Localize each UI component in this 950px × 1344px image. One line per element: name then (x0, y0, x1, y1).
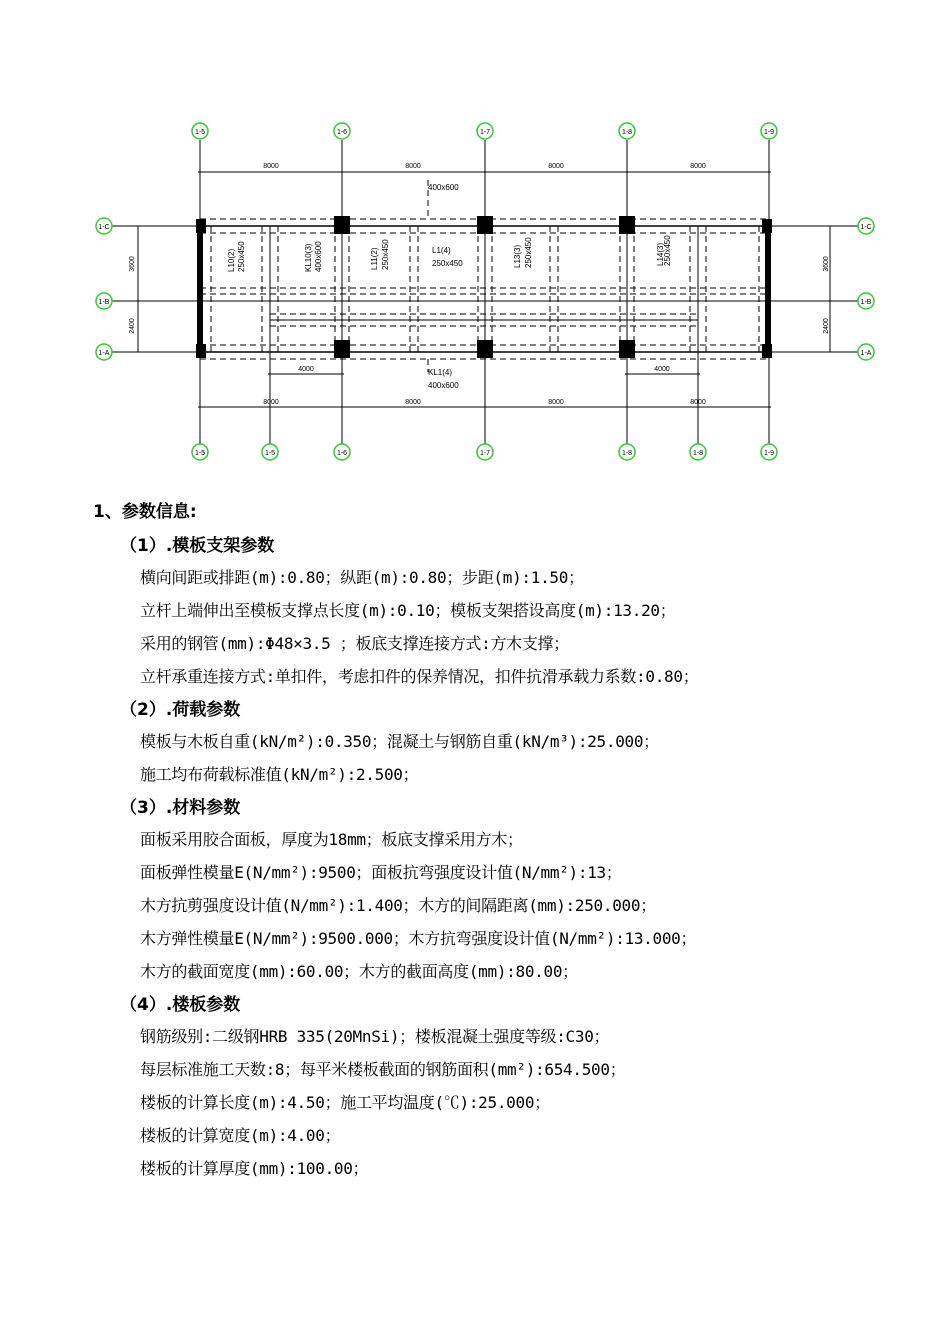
axis-label: 1-5 (194, 129, 206, 136)
subsection-title: （2）.荷载参数 (120, 700, 241, 720)
param-line: 面板采用胶合面板，厚度为18mm；板底支撑采用方木； (140, 830, 523, 849)
beam-label: L11(2) (370, 247, 379, 270)
axis-label: 1-9 (763, 450, 775, 457)
param-line: 木方弹性模量E(N/mm²):9500.000；木方抗弯强度设计值(N/mm²):13.000； (140, 929, 697, 948)
beam-label: 250x450 (237, 241, 246, 272)
axis-label: 1-B (860, 299, 872, 306)
beam-size-label: 400x600 (428, 183, 459, 192)
param-line: 楼板的计算宽度(m):4.00； (140, 1126, 341, 1145)
axis-label: 1-C (98, 224, 110, 231)
axis-label: 1-C (860, 224, 872, 231)
dimension-text: 3600 (129, 256, 136, 272)
axis-label: 1-9 (763, 129, 775, 136)
beam-label: L14(3) (656, 242, 665, 266)
param-line: 立杆承重连接方式:单扣件，考虑扣件的保养情况，扣件抗滑承载力系数:0.80； (140, 667, 699, 686)
dimension-text: 4000 (654, 366, 670, 373)
dimension-text: 2400 (823, 318, 830, 334)
beam-label: 250x450 (524, 237, 533, 268)
param-line: 每层标准施工天数:8；每平米楼板截面的钢筋面积(mm²):654.500； (140, 1060, 626, 1079)
dimension-text: 8000 (405, 163, 421, 170)
param-line: 木方抗剪强度设计值(N/mm²):1.400；木方的间隔距离(mm):250.000； (140, 896, 656, 915)
axis-label: 1-B (98, 299, 110, 306)
subsection-title: （3）.材料参数 (120, 798, 241, 818)
dimension-text: 8000 (405, 399, 421, 406)
subsection-title: （4）.楼板参数 (120, 995, 241, 1015)
param-line: 施工均布荷载标准值(kN/m²):2.500； (140, 765, 419, 784)
beam-label: 250x450 (663, 235, 672, 266)
dimension-text: 8000 (548, 399, 564, 406)
axis-label: 1-A (98, 350, 110, 357)
beam-label: 250x450 (381, 239, 390, 270)
param-line: 横向间距或排距(m):0.80；纵距(m):0.80；步距(m):1.50； (140, 568, 584, 587)
param-line: 面板弹性模量E(N/mm²):9500；面板抗弯强度设计值(N/mm²):13； (140, 863, 622, 882)
param-line: 模板与木板自重(kN/m²):0.350；混凝土与钢筋自重(kN/m³):25.000； (140, 732, 659, 751)
param-line: 采用的钢管(mm):Φ48×3.5 ；板底支撑连接方式:方木支撑； (140, 634, 569, 653)
beam-label: L1(4) (432, 246, 451, 255)
param-line: 立杆上端伸出至模板支撑点长度(m):0.10；模板支架搭设高度(m):13.20； (140, 601, 676, 620)
axis-label: 1-5 (194, 450, 206, 457)
axis-label: 1-7 (479, 450, 491, 457)
structural-plan-drawing (0, 0, 950, 470)
dimension-text: 8000 (263, 163, 279, 170)
axis-label: 1-A (860, 350, 872, 357)
axis-label: 1-7 (479, 129, 491, 136)
axis-label: 1-6 (336, 129, 348, 136)
param-line: 楼板的计算厚度(mm):100.00； (140, 1159, 369, 1178)
param-line: 钢筋级别:二级钢HRB 335(20MnSi)；楼板混凝土强度等级:C30； (140, 1027, 610, 1046)
axis-label: 1-8 (692, 450, 704, 457)
section-title: 1、参数信息: (93, 502, 197, 522)
beam-label: 400x600 (314, 241, 323, 272)
dimension-text: 3600 (823, 256, 830, 272)
dimension-text: 8000 (690, 163, 706, 170)
axis-label: 1-8 (621, 450, 633, 457)
subsection-title: （1）.模板支架参数 (120, 536, 275, 556)
dimension-text: 8000 (548, 163, 564, 170)
axis-label: 1-8 (621, 129, 633, 136)
dimension-text: 8000 (263, 399, 279, 406)
dimension-text: 4000 (298, 366, 314, 373)
dimension-text: 8000 (690, 399, 706, 406)
beam-label: L10(2) (227, 248, 236, 272)
beam-label: 250x450 (432, 259, 463, 268)
axis-label: 1-6 (336, 450, 348, 457)
beam-label: L13(3) (513, 244, 522, 268)
beam-label: KL10(3) (304, 243, 313, 272)
param-line: 木方的截面宽度(mm):60.00；木方的截面高度(mm):80.00； (140, 962, 578, 981)
dimension-text: 2400 (129, 318, 136, 334)
beam-name-label: KL1(4) (428, 368, 453, 377)
param-line: 楼板的计算长度(m):4.50；施工平均温度(℃):25.000； (140, 1093, 550, 1112)
axis-label: 1-5 (264, 450, 276, 457)
beam-size-label: 400x600 (428, 381, 459, 390)
